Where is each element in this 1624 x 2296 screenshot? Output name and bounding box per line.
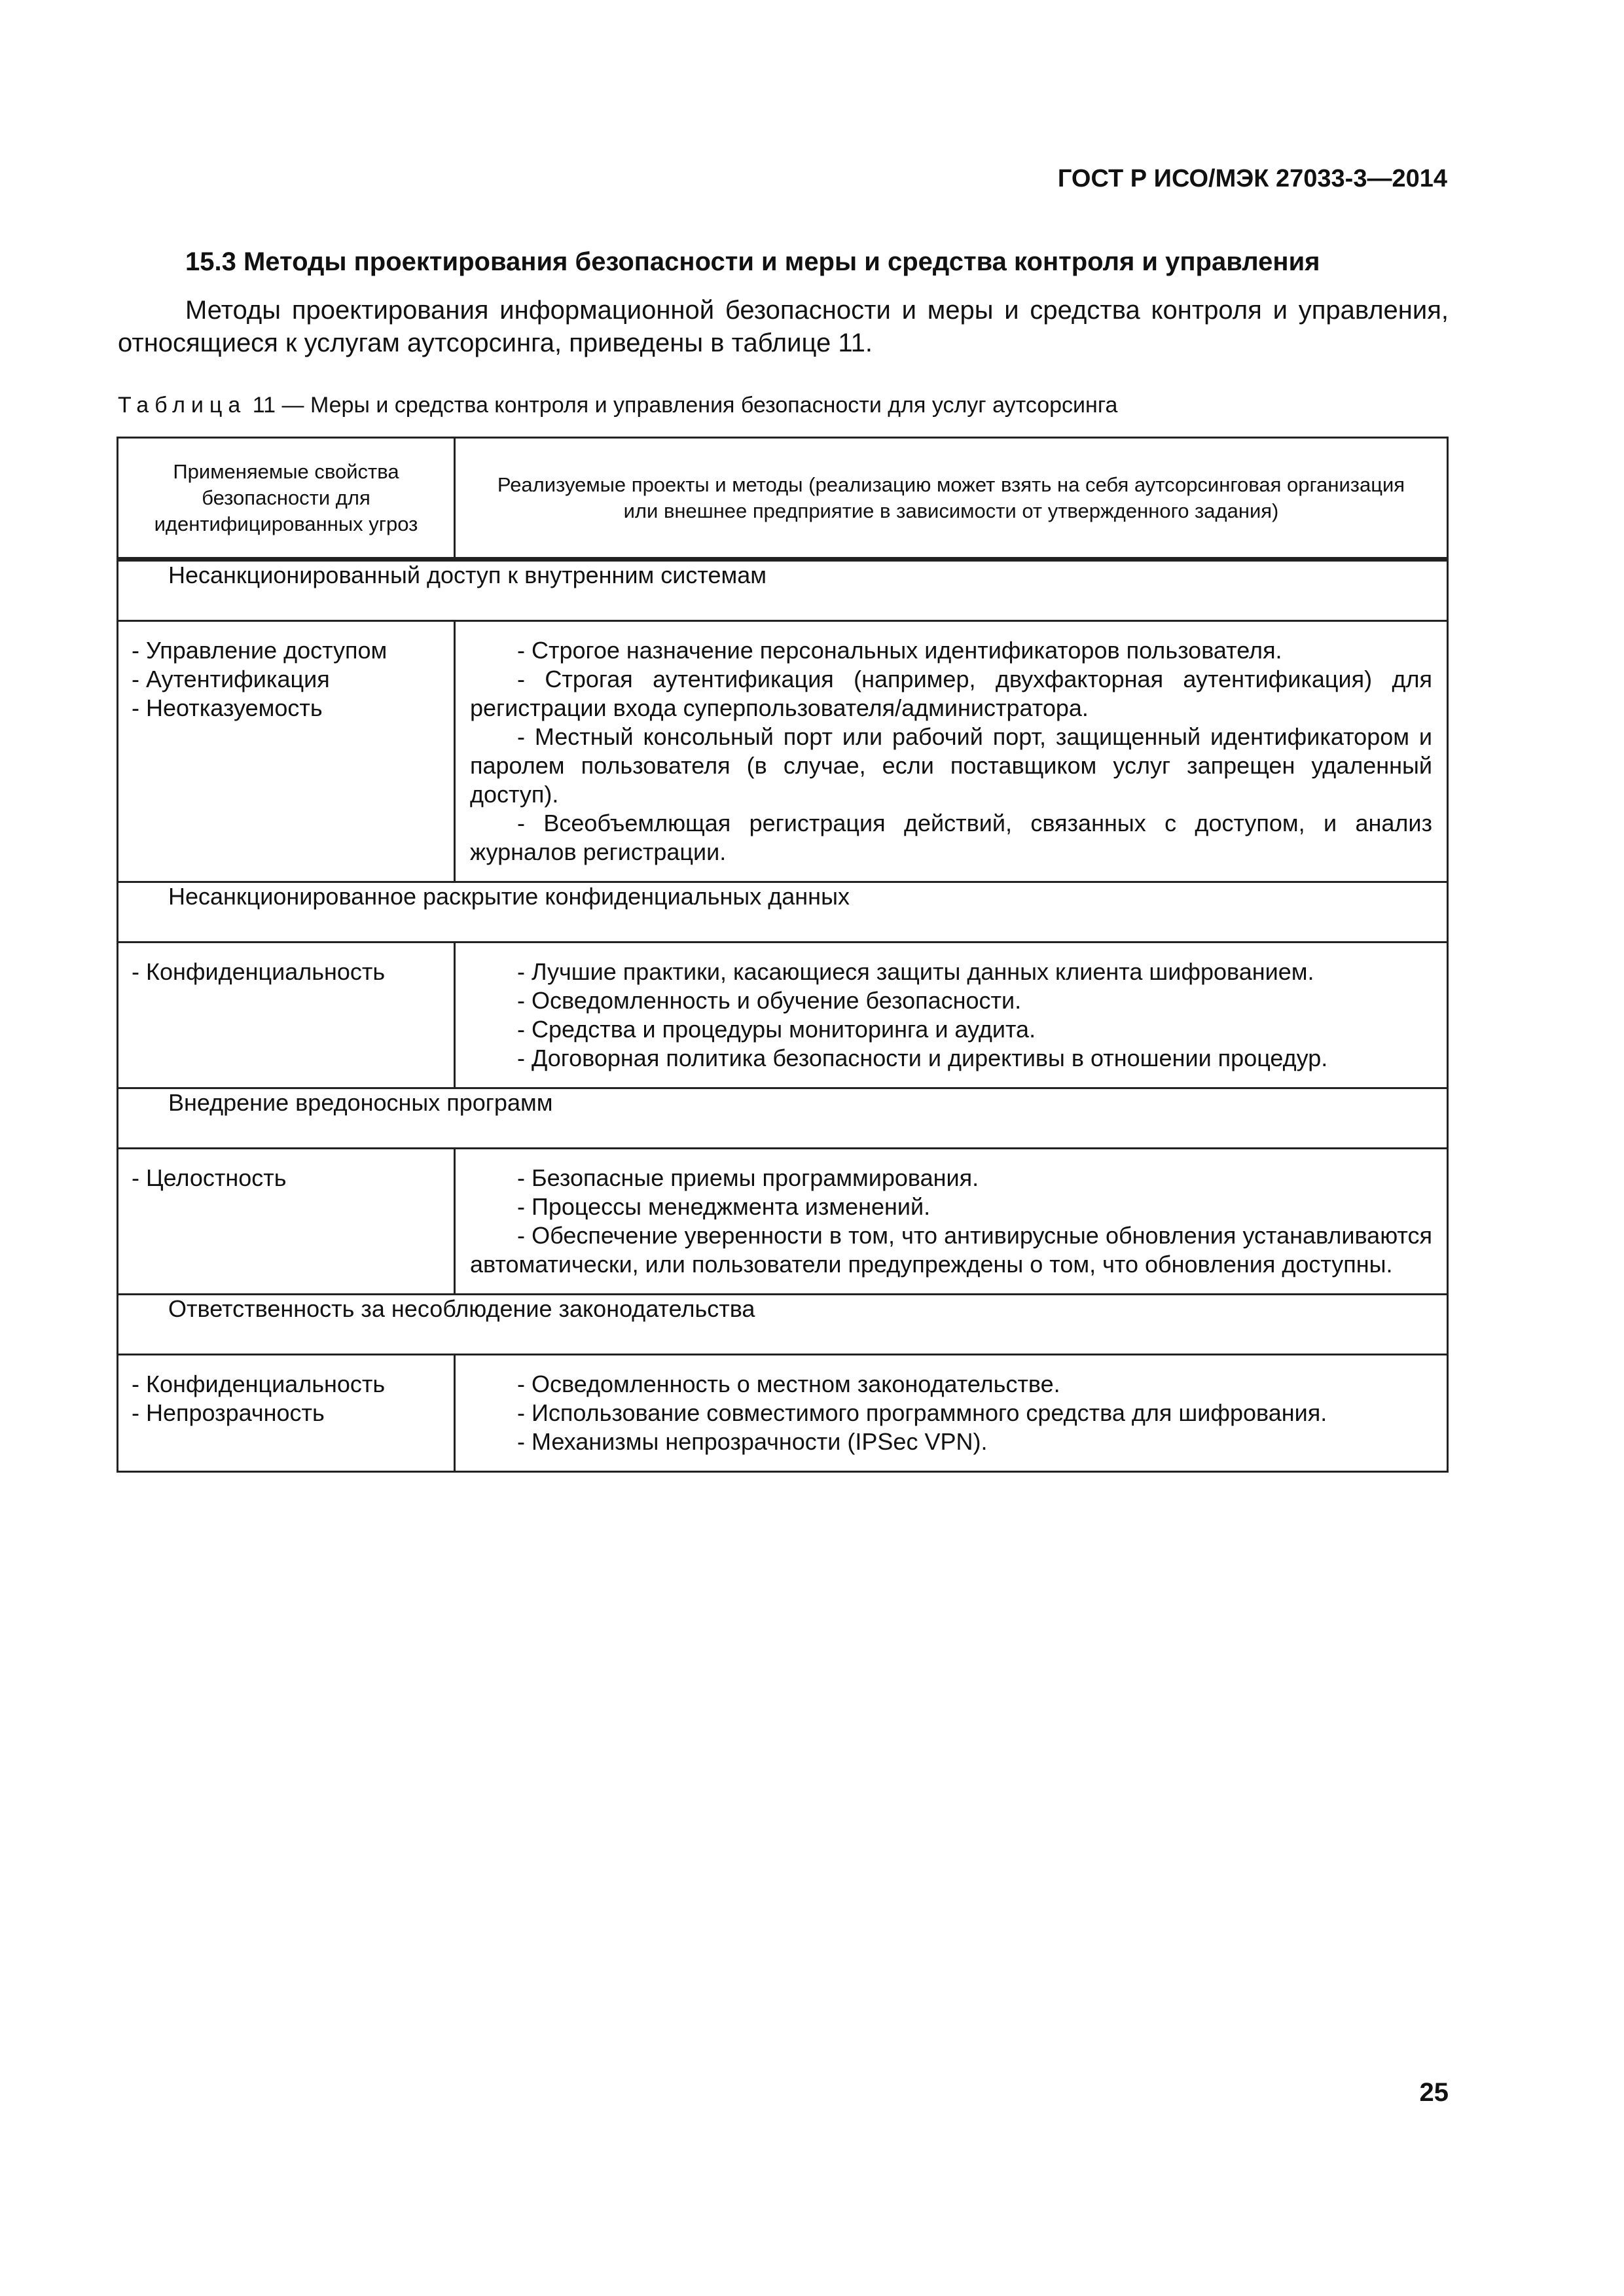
measure-item: - Осведомленность и обучение безопасности. [517, 987, 1022, 1014]
table-caption-text: 11 — Меры и средства контроля и управления безопасности для услуг аутсорсинга [246, 393, 1118, 418]
group-row [118, 1295, 1448, 1355]
measures-cell [455, 621, 1448, 882]
group-title: Внедрение вредоносных программ [118, 1088, 1448, 1149]
measures-cell [455, 942, 1448, 1088]
table-header-row [118, 438, 1448, 560]
measure-item: - Осведомленность о местном законодательстве. [517, 1371, 1060, 1397]
standard-header: ГОСТ Р ИСО/МЭК 27033-3—2014 [1057, 165, 1447, 192]
security-measures-table [117, 437, 1449, 1473]
group-row [118, 882, 1448, 942]
column-header-measures: Реализуемые проекты и методы (реализацию может взять на себя аутсорсинговая организация или внешнее предприятие в зависимости от утвержденного задания) [455, 438, 1448, 560]
properties-cell [118, 621, 455, 882]
properties-cell [118, 1149, 455, 1295]
properties-cell [118, 942, 455, 1088]
group-title: Несанкционированный доступ к внутренним системам [118, 560, 1448, 621]
table-caption-label: Таблица [118, 393, 247, 418]
table-caption [118, 393, 1117, 418]
section-title: 15.3 Методы проектирования безопасности и меры и средства контроля и управления [185, 247, 1320, 276]
property-item: - Конфиденциальность [132, 958, 386, 985]
group-row [118, 560, 1448, 621]
property-item: - Аутентификация [132, 666, 330, 692]
column-header-properties: Применяемые свойства безопасности для идентифицированных угроз [118, 438, 455, 560]
measure-item: - Местный консольный порт или рабочий порт, защищенный идентификатором и паролем пользователя (в случае, если поставщиком услуг запрещен удаленный доступ). [470, 723, 1432, 808]
measure-item: - Лучшие практики, касающиеся защиты данных клиента шифрованием. [517, 958, 1314, 985]
measure-item: - Строгое назначение персональных идентификаторов пользователя. [517, 637, 1282, 664]
measure-item: - Средства и процедуры мониторинга и аудита. [517, 1016, 1036, 1043]
intro-paragraph: Методы проектирования информационной безопасности и меры и средства контроля и управления, относящиеся к услугам аутсорсинга, приведены в таблице 11. [118, 296, 1449, 357]
table-row [118, 1355, 1448, 1472]
measures-cell [455, 1149, 1448, 1295]
measure-item: - Обеспечение уверенности в том, что антивирусные обновления устанавливаются автоматически, или пользователи предупреждены о том, что обновления доступны. [470, 1222, 1432, 1278]
measure-item: - Всеобъемлющая регистрация действий, связанных с доступом, и анализ журналов регистрации. [470, 810, 1432, 865]
measure-item: - Процессы менеджмента изменений. [517, 1193, 931, 1220]
property-item: - Целостность [132, 1164, 287, 1191]
properties-cell [118, 1355, 455, 1472]
measure-item: - Договорная политика безопасности и директивы в отношении процедур. [517, 1045, 1328, 1071]
measures-cell [455, 1355, 1448, 1472]
measure-item: - Использование совместимого программного средства для шифрования. [517, 1399, 1327, 1426]
page-number: 25 [1419, 2078, 1449, 2107]
table-row [118, 942, 1448, 1088]
table-row [118, 1149, 1448, 1295]
property-item: - Конфиденциальность [132, 1371, 386, 1397]
group-title: Ответственность за несоблюдение законодательства [118, 1295, 1448, 1355]
property-item: - Неотказуемость [132, 694, 323, 721]
measure-item: - Механизмы непрозрачности (IPSec VPN). [517, 1428, 988, 1455]
property-item: - Управление доступом [132, 637, 388, 664]
property-item: - Непрозрачность [132, 1399, 325, 1426]
measure-item: - Строгая аутентификация (например, двухфакторная аутентификация) для регистрации входа суперпользователя/администратора. [470, 666, 1432, 721]
measure-item: - Безопасные приемы программирования. [517, 1164, 979, 1191]
table-row [118, 621, 1448, 882]
group-title: Несанкционированное раскрытие конфиденциальных данных [118, 882, 1448, 942]
group-row [118, 1088, 1448, 1149]
